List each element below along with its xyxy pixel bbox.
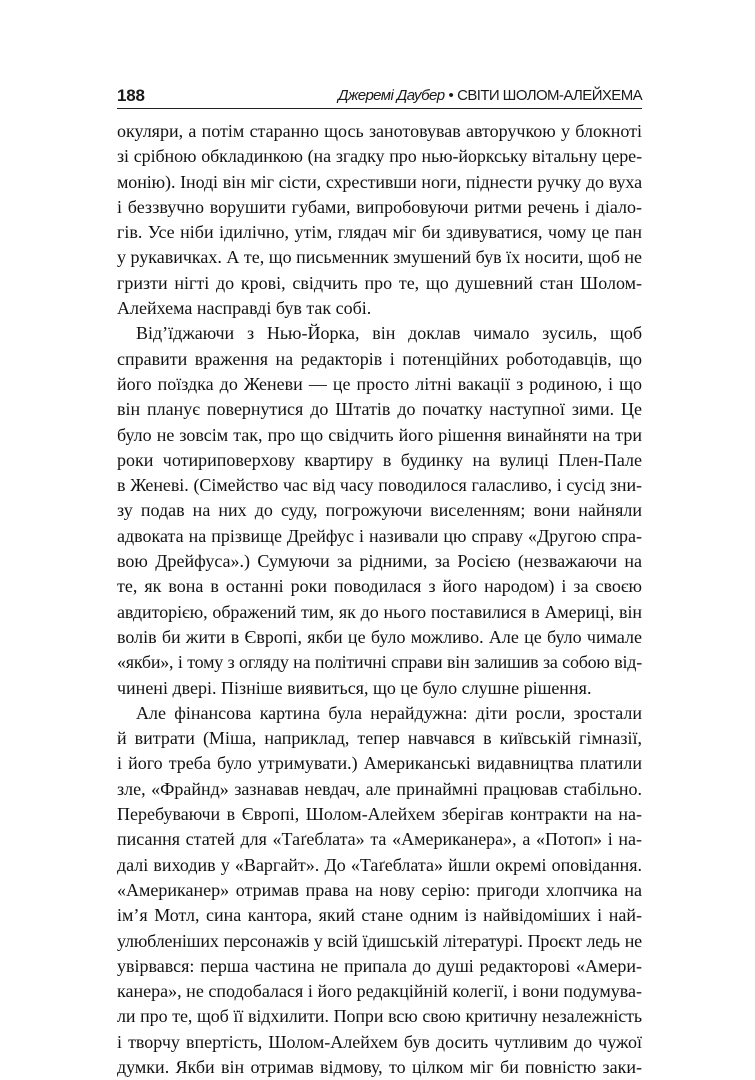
- header-separator: •: [448, 87, 454, 104]
- text-line: «Американер» отримав права на нову серію: пригоди хлопчика на: [117, 879, 642, 900]
- paragraph: [117, 321, 642, 700]
- text-line: чинені двері. Пізніше виявиться, що це було слушне рішення.: [117, 677, 592, 698]
- text-line: Алейхема насправді був так собі.: [117, 298, 372, 319]
- text-line: авдиторією, ображений тим, як до нього поставилися в Америці, він: [117, 601, 642, 622]
- text-line: роки чотириповерхову квартиру в будинку на вулиці Плен-Пале: [117, 449, 642, 470]
- text-line: і беззвучно ворушити губами, випробовуючи ритми речень і діало-: [117, 196, 642, 217]
- text-line: гризти нігті до крові, свідчить про те, що душевний стан Шолом-: [117, 272, 642, 293]
- page-number: 188: [117, 86, 145, 105]
- text-line: думки. Якби він отримав відмову, то цілком міг би повністю заки-: [117, 1056, 642, 1077]
- running-head-right: [338, 87, 642, 104]
- text-line: далі виходив у «Варгайт». До «Таґеблата» йшли окремі оповідання.: [117, 854, 642, 875]
- text-line: писання статей для «Таґеблата» та «Американера», а «Потоп» і на-: [117, 829, 642, 850]
- text-line: й витрати (Міша, наприклад, тепер навчався в київській гімназії,: [117, 728, 642, 749]
- text-line: в Женеві. (Сімейство час від часу поводилося галасливо, і сусід зни-: [117, 475, 642, 496]
- text-line: гів. Усе ніби ідилічно, утім, глядач міг би здивуватися, чому це пан: [117, 222, 642, 243]
- text-line: справити враження на редакторів і потенційних роботодавців, що: [117, 348, 642, 369]
- header-rule: [117, 108, 642, 109]
- book-title: СВІТИ ШОЛОМ-АЛЕЙХЕМА: [457, 87, 642, 104]
- text-line: і творчу впертість, Шолом-Алейхем був досить чутливим до чужої: [117, 1031, 642, 1052]
- paragraph: [117, 119, 642, 321]
- body-text: [117, 119, 642, 1080]
- text-line: Перебуваючи в Європі, Шолом-Алейхем зберігав контракти на на-: [117, 804, 642, 825]
- text-line: Від’їджаючи з Нью-Йорка, він доклав чимало зусиль, щоб: [136, 323, 642, 344]
- text-line: його поїздка до Женеви — це просто літні вакації з родиною, і що: [117, 373, 642, 394]
- author-name: Джеремі Даубер: [338, 87, 445, 104]
- text-line: було не зовсім так, про що свідчить його рішення винайняти на три: [117, 424, 642, 445]
- text-line: «якби», і тому з огляду на політичні справи він залишив за собою від-: [117, 652, 642, 673]
- text-line: улюбленіших персонажів у всій їдишській літературі. Проєкт ледь не: [117, 930, 642, 951]
- text-line: Але фінансова картина була нерайдужна: діти росли, зростали: [136, 702, 642, 723]
- text-line: він планує повернутися до Штатів до початку наступної зими. Це: [117, 399, 642, 420]
- text-line: те, як вона в останні роки поводилася з його народом) і за своєю: [117, 576, 642, 597]
- text-line: зі срібною обкладинкою (на згадку про нью-йоркську вітальну цере-: [117, 146, 642, 167]
- text-line: зу подав на них до суду, погрожуючи виселенням; вони найняли: [117, 500, 642, 521]
- text-line: у рукавичках. А те, що письменник змушений був їх носити, щоб не: [117, 247, 642, 268]
- text-line: волів би жити в Європі, якби це було можливо. Але це було чимале: [117, 626, 642, 647]
- text-line: зле, «Фрайнд» зазнавав невдач, але принаймні працював стабільно.: [117, 778, 642, 799]
- text-line: канера», не сподобалася і його редакційній колегії, і вони подумува-: [117, 981, 642, 1002]
- text-line: монію). Іноді він міг сісти, схрестивши ноги, піднести ручку до вуха: [117, 171, 642, 192]
- text-line: і його треба було утримувати.) Американські видавництва платили: [117, 753, 642, 774]
- text-line: ли про те, щоб її відхилити. Попри всю свою критичну незалежність: [117, 1006, 642, 1027]
- text-line: вою Дрейфуса».) Сумуючи за рідними, за Росією (незважаючи на: [117, 551, 642, 572]
- text-line: окуляри, а потім старанно щось занотовував авторучкою у блокноті: [117, 121, 642, 141]
- running-head: [117, 86, 642, 110]
- paragraph: [117, 701, 642, 1080]
- text-line: ім’я Мотл, сина кантора, який стане одним із найвідоміших і най-: [117, 905, 642, 926]
- text-line: увірвався: перша частина не припала до душі редакторові «Амери-: [117, 955, 642, 976]
- text-line: адвоката на прізвище Дрейфус і називали цю справу «Другою спра-: [117, 525, 642, 546]
